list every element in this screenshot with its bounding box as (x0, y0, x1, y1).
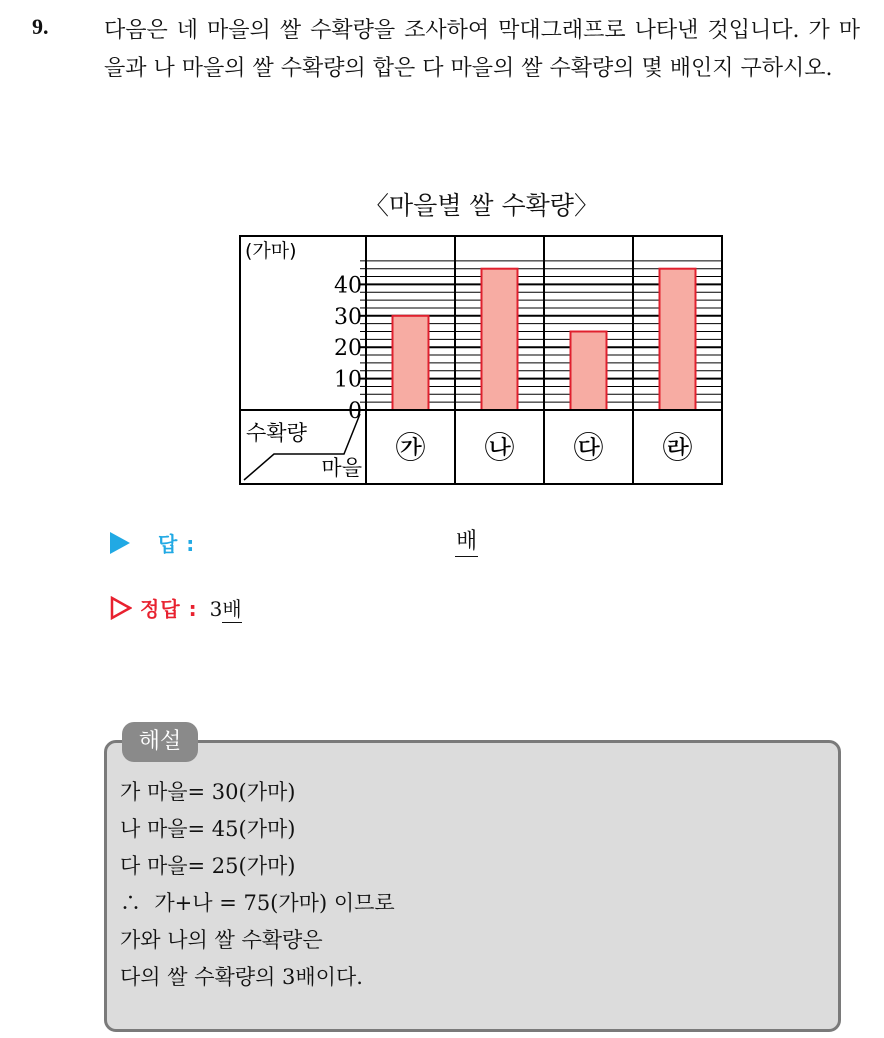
explanation-line: 다의 쌀 수확량의 3배이다. (120, 965, 363, 989)
bar (393, 316, 429, 410)
y-tick-label: 10 (334, 367, 362, 393)
corner-label-bottom: 마을 (321, 456, 362, 480)
correct-answer-row (110, 593, 242, 622)
correct-answer-value (210, 593, 242, 622)
bar (660, 269, 696, 410)
correct-answer-label: 정답 : (140, 597, 198, 621)
triangle-outline-icon (110, 596, 132, 620)
category-label: ㉮ (395, 431, 426, 466)
y-tick-label: 20 (334, 336, 362, 362)
category-label: ㉰ (573, 431, 604, 466)
y-unit-label: (가마) (245, 240, 297, 262)
bar (482, 269, 518, 410)
explanation-line: ∴ 가+나 = 75(가마) 이므로 (120, 891, 395, 915)
y-tick-label: 30 (334, 304, 362, 330)
answer-row (110, 528, 195, 557)
correct-answer-number: 3 (209, 597, 223, 621)
y-tick-label: 0 (348, 399, 362, 424)
explanation-line: 가와 나의 쌀 수확량은 (120, 928, 323, 952)
explanation-tab: 해설 (122, 722, 198, 762)
answer-blank[interactable] (455, 529, 478, 557)
explanation-text (120, 774, 395, 996)
explanation-line: 가 마을= 30(가마) (120, 780, 296, 804)
y-tick-label: 40 (334, 273, 362, 299)
chart-title: 〈마을별 쌀 수확량〉 (364, 191, 599, 220)
category-label: ㉱ (662, 431, 693, 466)
correct-answer-unit: 배 (222, 597, 242, 621)
question-text: 다음은 네 마을의 쌀 수확량을 조사하여 막대그래프로 나타낸 것입니다. 가 마을과 나 마을의 쌀 수확량의 합은 다 마을의 쌀 수확량의 몇 배인지 구하시오. (104, 18, 860, 81)
corner-label-top: 수확량 (246, 421, 307, 445)
bar (571, 332, 607, 411)
question-number: 9. (32, 14, 49, 39)
answer-unit: 배 (456, 529, 478, 554)
answer-label: 답 : (158, 532, 196, 556)
explanation-line: 나 마을= 45(가마) (120, 817, 296, 841)
category-label: ㉯ (484, 431, 515, 466)
explanation-line: 다 마을= 25(가마) (120, 854, 296, 878)
play-icon (110, 532, 130, 554)
